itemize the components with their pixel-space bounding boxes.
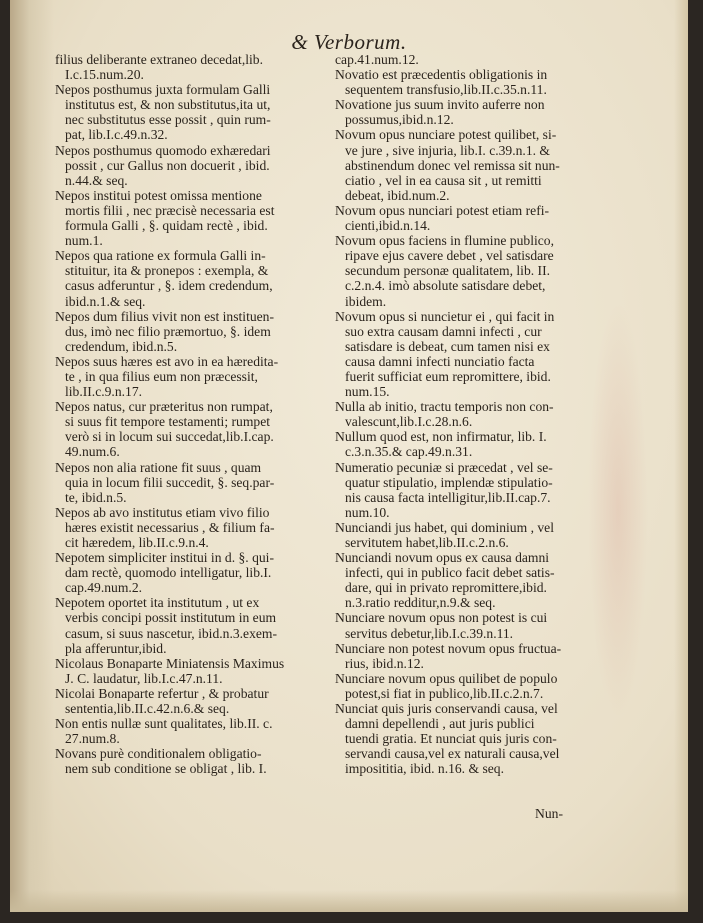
entry-line: ibidem. [345,293,387,309]
entry-line: Novum opus nunciari potest etiam refi- [335,202,550,218]
index-entry [335,127,623,202]
entry-line: c.3.n.35.& cap.49.n.31. [345,444,473,460]
index-entry [55,716,343,746]
index-entry [335,67,623,97]
index-entry [335,671,623,701]
entry-line: Novum opus faciens in flumine publico, [335,233,554,249]
entry-line: Nepos non alia ratione fit suus , quam [55,459,262,475]
index-column-left [55,52,343,777]
entry-line: quatur stipulatio, implendæ stipulatio- [345,474,553,490]
entry-line: Novatio est præcedentis obligationis in [335,67,548,83]
entry-line: Nepos qua ratione ex formula Galli in- [55,248,266,264]
entry-line: nec substitutus esse possit , quin rum- [65,112,271,128]
entry-line: Numeratio pecuniæ si præcedat , vel se- [335,459,553,475]
entry-line: Nepos posthumus quomodo exhæredari [55,142,271,158]
index-entry [55,188,343,248]
entry-line: sequentem transfusio,lib.II.c.35.n.11. [345,82,547,98]
entry-line: num.1. [65,233,103,249]
index-entry [335,52,623,67]
index-entry [55,656,343,686]
entry-line: Nunciat quis juris conservandi causa, vel [335,701,558,717]
entry-line: n.44.& seq. [65,172,128,188]
entry-line: Novans purè conditionalem obligatio- [55,746,262,762]
entry-line: stituitur, ita & pronepos : exempla, & [65,263,269,279]
entry-line: potest,si fiat in publico,lib.II.c.2.n.7. [345,685,544,701]
entry-line: te, ibid.n.5. [65,489,127,505]
entry-line: dam rectè, quomodo intelligatur, lib.I. [65,565,272,581]
index-entry [55,309,343,354]
entry-line: Nunciandi jus habet, qui dominium , vel [335,519,554,535]
entry-line: Nepos institui potest omissa mentione [55,187,262,203]
entry-line: satisdare is debeat, cum tamen nisi ex [345,338,550,354]
index-entry [335,399,623,429]
entry-line: imposititia, ibid. n.16. & seq. [345,761,504,777]
entry-line: num.15. [345,384,390,400]
entry-line: valescunt,lib.I.c.28.n.6. [345,414,473,430]
index-entry [55,686,343,716]
index-entry [335,641,623,671]
entry-line: ripave ejus cavere debet , vel satisdare [345,248,554,264]
entry-line: Nepos suus hæres est avo in ea hæredita- [55,353,279,369]
entry-line: abstinendum donec vel remissa sit nun- [345,157,560,173]
entry-line: institutus est, & non substitutus,ita ut, [65,97,271,113]
entry-line: n.3.ratio redditur,n.9.& seq. [345,595,496,611]
index-entry [335,233,623,308]
entry-line: mortis filii , nec præcisè necessaria est [65,202,275,218]
entry-line: si suus fit tempore testamenti; rumpet [65,414,271,430]
entry-line: hæres existit necessarius , & filium fa- [65,519,275,535]
index-entry [335,309,623,400]
entry-line: casus adferuntur , §. idem credendum, [65,278,273,294]
index-entry [335,429,623,459]
index-entry [55,505,343,550]
index-entry [335,550,623,610]
entry-line: Nunciare non potest novum opus fructua- [335,640,562,656]
entry-line: 27.num.8. [65,731,120,747]
entry-line: filius deliberante extraneo decedat,lib. [55,52,263,67]
entry-line: pat, lib.I.c.49.n.32. [65,127,168,143]
running-header: & Verborum. [291,30,407,54]
entry-line: Nicolai Bonaparte refertur , & probatur [55,685,269,701]
entry-line: Nepos ab avo institutus etiam vivo filio [55,504,270,520]
entry-line: nis causa facta intelligitur,lib.II.cap.7. [345,489,551,505]
entry-line: sententia,lib.II.c.42.n.6.& seq. [65,701,230,717]
entry-line: secundum personæ qualitatem, lib. II. [345,263,550,279]
binding-gutter [10,0,54,912]
entry-line: causa damni infecti nunciatio facta [345,353,535,369]
entry-line: J. C. laudatur, lib.I.c.47.n.11. [65,670,223,686]
index-entry [335,701,623,776]
entry-line: Nepos natus, cur præteritus non rumpat, [55,399,273,415]
entry-line: suo extra causam damni infecti , cur [345,323,542,339]
entry-line: cap.49.num.2. [65,580,143,596]
entry-line: ciatio , vel in ea causa sit , ut remitti [345,172,542,188]
page-edge-shadow [674,0,688,912]
entry-line: Nunciare novum opus quilibet de populo [335,670,558,686]
entry-line: servitus debetur,lib.I.c.39.n.11. [345,625,514,641]
index-entry [55,460,343,505]
entry-line: tuendi gratia. Et nunciat quis juris con- [345,731,557,747]
entry-line: quia in locum filii succedit, §. seq.par- [65,474,275,490]
entry-line: Nunciandi novum opus ex causa damni [335,550,550,566]
index-entry [335,460,623,520]
entry-line: credendum, ibid.n.5. [65,338,178,354]
index-entry [55,399,343,459]
entry-line: damni depellendi , aut juris publici [345,716,535,732]
entry-line: ve jure , sive injuria, lib.I. c.39.n.1. & [345,142,550,158]
index-entry [335,97,623,127]
entry-line: 49.num.6. [65,444,120,460]
index-entry [335,203,623,233]
index-column-right [335,52,623,777]
entry-line: I.c.15.num.20. [65,67,144,83]
entry-line: Nullum quod est, non infirmatur, lib. I. [335,429,547,445]
entry-line: Nulla ab initio, tractu temporis non con- [335,399,554,415]
page-bottom-shadow [10,890,688,912]
entry-line: possit , cur Gallus non docuerit , ibid. [65,157,270,173]
entry-line: Nepotem oportet ita institutum , ut ex [55,595,260,611]
entry-line: verbis concipi possit institutum in eum [65,610,277,626]
entry-line: Nepos dum filius vivit non est instituen- [55,308,275,324]
entry-line: Nicolaus Bonaparte Miniatensis Maximus [55,655,285,671]
index-entry [55,354,343,399]
entry-line: possumus,ibid.n.12. [345,112,454,128]
index-entry [55,248,343,308]
entry-line: Novatione jus suum invito auferre non [335,97,545,113]
entry-line: servitutem habet,lib.II.c.2.n.6. [345,535,509,550]
entry-line: te , in qua filius eum non præcessit, [65,368,258,384]
entry-line: fuerit sufficiat eum repromittere, ibid. [345,368,551,384]
entry-line: lib.II.c.9.n.17. [65,384,143,400]
index-entry [55,143,343,188]
entry-line: debeat, ibid.num.2. [345,187,450,203]
entry-line: formula Galli , §. quidam rectè , ibid. [65,218,268,234]
index-entry [55,595,343,655]
entry-line: Nunciare novum opus non potest is cui [335,610,548,626]
entry-line: Nepotem simpliciter institui in d. §. qui- [55,550,274,566]
index-entry [55,746,343,776]
entry-line: casum, si suus nascetur, ibid.n.3.exem- [65,625,278,641]
entry-line: dus, imò nec filio præmortuo, §. idem [65,323,271,339]
book-page [10,0,688,912]
entry-line: dare, qui in privato repromittere,ibid. [345,580,547,596]
index-entry [55,52,343,82]
catchword: Nun- [535,806,563,821]
index-entry [55,550,343,595]
entry-line: rius, ibid.n.12. [345,655,424,671]
index-entry [55,82,343,142]
entry-line: verò si in locum sui succedat,lib.I.cap. [65,429,274,445]
entry-line: c.2.n.4. imò absolute satisdare debet, [345,278,546,294]
entry-line: cienti,ibid.n.14. [345,218,431,234]
entry-line: pla afferuntur,ibid. [65,640,167,656]
entry-line: cap.41.num.12. [335,52,419,67]
entry-line: Nepos posthumus juxta formulam Galli [55,82,271,98]
entry-line: Non entis nullæ sunt qualitates, lib.II. c. [55,716,273,732]
entry-line: num.10. [345,504,390,520]
index-entry [335,610,623,640]
entry-line: servandi causa,vel ex naturali causa,vel [345,746,560,762]
entry-line: Novum opus nunciare potest quilibet, si- [335,127,557,143]
entry-line: nem sub conditione se obligat , lib. I. [65,761,267,777]
entry-line: infecti, qui in publico facit debet satis- [345,565,555,581]
entry-line: Novum opus si nuncietur ei , qui facit in [335,308,555,324]
entry-line: ibid.n.1.& seq. [65,293,146,309]
index-entry [335,520,623,550]
entry-line: cit hæredem, lib.II.c.9.n.4. [65,535,209,550]
